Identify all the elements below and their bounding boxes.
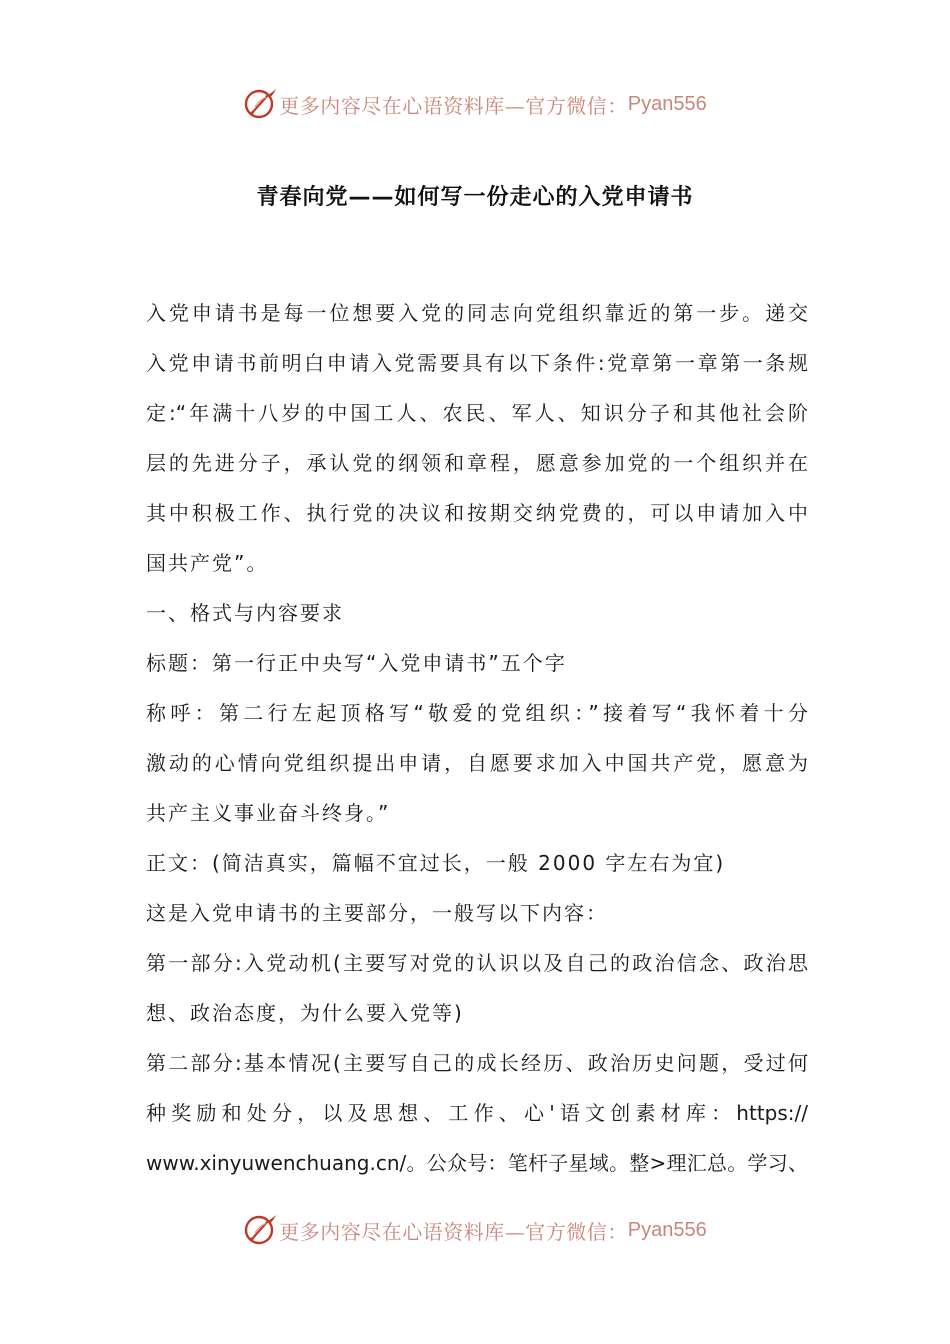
body-line: 称呼：第二行左起顶格写“敬爱的党组织：”接着写“我怀着十分 <box>146 701 808 725</box>
body-line: www.xinyuwenchuang.cn/。公众号：笔杆子星域。整>理汇总。学习、 <box>146 1151 808 1175</box>
body-line: 第一部分:入党动机(主要写对党的认识以及自己的政治信念、政治思 <box>146 951 808 975</box>
body-line: 定:“年满十八岁的中国工人、农民、军人、知识分子和其他社会阶 <box>146 401 808 425</box>
body-line: 入党申请书前明白申请入党需要具有以下条件:党章第一章第一条规 <box>146 351 808 375</box>
quill-pen-logo-icon <box>243 87 277 121</box>
body-line: 种奖励和处分，以及思想、工作、心'语文创素材库：https:// <box>146 1101 808 1125</box>
body-line: 第二部分:基本情况(主要写自己的成长经历、政治历史问题，受过何 <box>146 1051 808 1075</box>
document-body <box>146 296 808 1196</box>
body-line: 激动的心情向党组织提出申请，自愿要求加入中国共产党，愿意为 <box>146 751 808 775</box>
body-line: 正文：(简洁真实，篇幅不宜过长，一般 2000 字左右为宜) <box>146 851 726 875</box>
body-line: 国共产党”。 <box>146 551 269 575</box>
banner-text: 更多内容尽在心语资料库—官方微信： <box>279 1219 628 1244</box>
body-line: 想、政治态度，为什么要入党等) <box>146 1001 464 1025</box>
section-heading: 一、格式与内容要求 <box>146 601 344 625</box>
header-watermark-banner <box>0 84 950 124</box>
document-title: 青春向党——如何写一份走心的入党申请书 <box>256 185 694 210</box>
banner-text: 更多内容尽在心语资料库—官方微信： <box>279 93 628 118</box>
body-line: 共产主义事业奋斗终身。” <box>146 801 391 825</box>
body-line: 层的先进分子，承认党的纲领和章程，愿意参加党的一个组织并在 <box>146 451 808 475</box>
footer-watermark-banner <box>0 1210 950 1250</box>
body-line: 标题：第一行正中央写“入党申请书”五个字 <box>146 651 567 675</box>
banner-wechat-id: Pyan556 <box>627 92 707 115</box>
body-line: 其中积极工作、执行党的决议和按期交纳党费的，可以申请加入中 <box>146 501 808 525</box>
quill-pen-logo-icon <box>243 1213 277 1247</box>
body-line: 入党申请书是每一位想要入党的同志向党组织靠近的第一步。递交 <box>146 301 808 325</box>
body-line: 这是入党申请书的主要部分，一般写以下内容： <box>146 901 608 925</box>
banner-wechat-id: Pyan556 <box>627 1218 707 1241</box>
